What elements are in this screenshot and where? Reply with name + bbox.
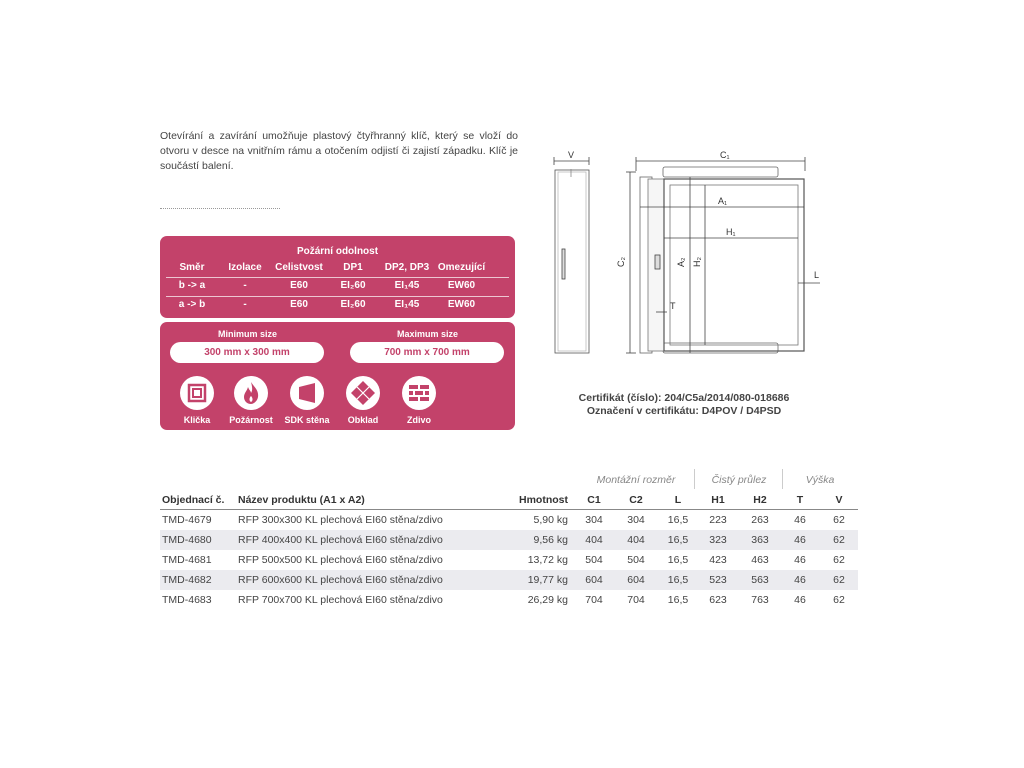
cell: E60 [290, 299, 308, 310]
column-header: H2 [753, 494, 767, 506]
column-header: C2 [629, 494, 643, 506]
column-header: H1 [711, 494, 725, 506]
table-cell: 19,77 kg [527, 574, 568, 586]
table-cell: 404 [627, 534, 645, 546]
tiles-icon [346, 376, 380, 410]
table-cell: 46 [794, 574, 806, 586]
column-header: Název produktu (A1 x A2) [238, 494, 365, 506]
column-header: Objednací č. [162, 494, 225, 506]
label-h2: H₂ [692, 257, 702, 267]
table-cell: 363 [751, 534, 769, 546]
column-header: Hmotnost [519, 494, 568, 506]
table-cell: 46 [794, 514, 806, 526]
table-row [160, 570, 858, 590]
cell: EI₂60 [340, 280, 366, 291]
label-v: V [568, 150, 575, 160]
cell: b -> a [178, 280, 206, 291]
column-header: T [796, 494, 804, 506]
label-h1: H₁ [726, 227, 736, 237]
min-size-value: 300 mm x 300 mm [170, 342, 324, 363]
label-a1: A₁ [718, 196, 728, 206]
table-cell: 404 [585, 534, 603, 546]
cell: - [243, 299, 247, 310]
header-cell: Izolace [228, 262, 262, 273]
label-c1: C₁ [720, 150, 730, 160]
table-cell: RFP 300x300 KL plechová EI60 stěna/zdivo [238, 514, 443, 526]
table-cell: 46 [794, 554, 806, 566]
column-header: C1 [587, 494, 601, 506]
fire-resistance-row [166, 277, 509, 295]
table-cell: RFP 400x400 KL plechová EI60 stěna/zdivo [238, 534, 443, 546]
header-cell: Omezující [437, 262, 486, 273]
table-cell: 504 [585, 554, 603, 566]
table-row [160, 510, 858, 530]
table-cell: 62 [833, 594, 845, 606]
intro-paragraph: Otevírání a zavírání umožňuje plastový čtyřhranný klíč, který se vloží do otvoru v desce na vnitřním rámu a otočením odjistí či zajistí západku. Klíč je součástí balení. [160, 130, 518, 172]
cell: - [243, 280, 247, 291]
header-cell: Celistvost [275, 262, 323, 273]
table-cell: 16,5 [667, 574, 689, 586]
table-cell: 16,5 [667, 534, 689, 546]
table-cell: RFP 600x600 KL plechová EI60 stěna/zdivo [238, 574, 443, 586]
label-t: T [670, 301, 676, 311]
table-cell: RFP 700x700 KL plechová EI60 stěna/zdivo [238, 594, 443, 606]
certificate-number: Certifikát (číslo): 204/C5a/2014/080-018686 [578, 392, 790, 404]
table-cell: 62 [833, 534, 845, 546]
table-cell: 46 [794, 534, 806, 546]
column-header: L [674, 494, 682, 506]
table-row [160, 530, 858, 550]
certificate-designation: Označení v certifikátu: D4POV / D4PSD [586, 405, 782, 417]
table-cell: 623 [709, 594, 727, 606]
drywall-icon [290, 376, 324, 410]
table-cell: 263 [751, 514, 769, 526]
key-icon [180, 376, 214, 410]
sizes-panel [160, 322, 515, 430]
table-cell: 423 [709, 554, 727, 566]
table-row [160, 550, 858, 570]
table-cell: RFP 500x500 KL plechová EI60 stěna/zdivo [238, 554, 443, 566]
cell: EW60 [447, 299, 476, 310]
table-cell: 62 [833, 514, 845, 526]
table-cell: 223 [709, 514, 727, 526]
cell: EW60 [447, 280, 476, 291]
table-cell: 62 [833, 574, 845, 586]
technical-drawing [540, 145, 840, 370]
table-cell: 16,5 [667, 594, 689, 606]
header-cell: DP1 [343, 262, 363, 273]
column-header: V [835, 494, 843, 506]
table-cell: 323 [709, 534, 727, 546]
table-cell: 604 [585, 574, 603, 586]
max-size-label: Maximum size [396, 329, 459, 339]
fire-resistance-title: Požární odolnost [296, 246, 379, 257]
divider [694, 469, 695, 489]
divider [160, 208, 280, 211]
cell: EI₁45 [394, 280, 420, 291]
fire-resistance-row [166, 296, 509, 314]
group-header-height: Výška [805, 474, 835, 486]
feature-label: Požárnost [229, 415, 273, 425]
table-cell: TMD-4682 [162, 574, 212, 586]
table-row [160, 590, 858, 610]
header-cell: Směr [179, 262, 205, 273]
table-cell: 46 [794, 594, 806, 606]
feature-label: SDK stěna [284, 415, 330, 425]
table-cell: 26,29 kg [527, 594, 568, 606]
table-cell: 304 [585, 514, 603, 526]
table-cell: TMD-4679 [162, 514, 212, 526]
table-cell: 5,90 kg [533, 514, 568, 526]
table-cell: 9,56 kg [533, 534, 568, 546]
label-c2: C₂ [616, 257, 626, 267]
table-cell: 504 [627, 554, 645, 566]
table-cell: 62 [833, 554, 845, 566]
table-cell: 763 [751, 594, 769, 606]
table-cell: TMD-4681 [162, 554, 212, 566]
table-cell: 13,72 kg [527, 554, 568, 566]
table-cell: 463 [751, 554, 769, 566]
label-l: L [814, 270, 820, 280]
max-size-value: 700 mm x 700 mm [350, 342, 504, 363]
fire-icon [234, 376, 268, 410]
feature-label: Zdivo [407, 415, 431, 425]
fire-resistance-header-row [166, 259, 509, 277]
table-cell: 704 [585, 594, 603, 606]
table-cell: 304 [627, 514, 645, 526]
brick-wall-icon [402, 376, 436, 410]
feature-label: Obklad [347, 415, 379, 425]
cell: a -> b [178, 299, 206, 310]
table-cell: 16,5 [667, 554, 689, 566]
label-a2: A₂ [676, 257, 686, 267]
cell: E60 [290, 280, 308, 291]
table-cell: 563 [751, 574, 769, 586]
table-cell: TMD-4683 [162, 594, 212, 606]
table-cell: TMD-4680 [162, 534, 212, 546]
divider [782, 469, 783, 489]
table-cell: 16,5 [667, 514, 689, 526]
cell: EI₂60 [340, 299, 366, 310]
table-cell: 704 [627, 594, 645, 606]
feature-label: Klička [183, 415, 211, 425]
certificate-info [548, 392, 820, 418]
table-cell: 604 [627, 574, 645, 586]
min-size-label: Minimum size [217, 329, 277, 339]
fire-resistance-panel [160, 236, 515, 318]
cell: EI₁45 [394, 299, 420, 310]
group-header-mounting: Montážní rozměr [596, 474, 676, 486]
group-header-clear-opening: Čistý průlez [711, 474, 767, 486]
table-cell: 523 [709, 574, 727, 586]
header-cell: DP2, DP3 [384, 262, 430, 273]
